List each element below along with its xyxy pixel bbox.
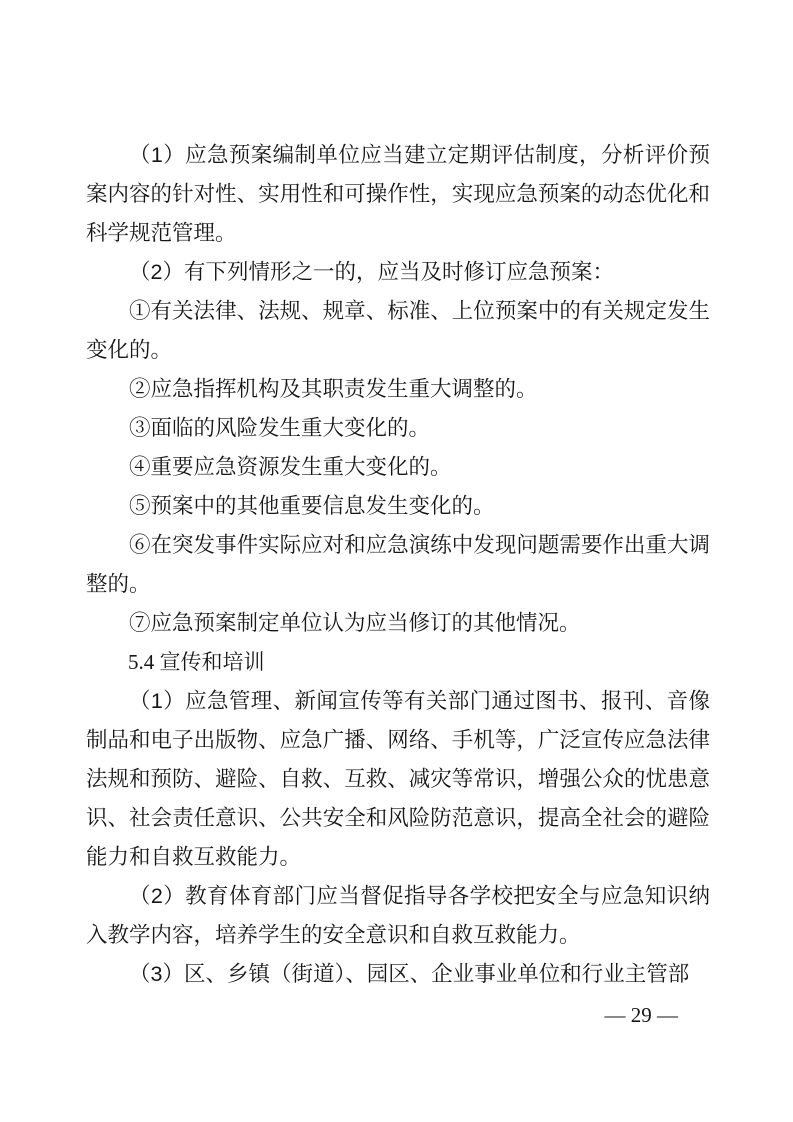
paragraph-revision-conditions-intro: （2）有下列情形之一的，应当及时修订应急预案： (129, 260, 614, 284)
list-item-4-resources-changed: ④重要应急资源发生重大变化的。 (129, 455, 452, 479)
list-item-5-other-info-changed: ⑤预案中的其他重要信息发生变化的。 (129, 494, 495, 518)
list-item-1-laws-changed: ①有关法律、法规、规章、标准、上位预案中的有关规定发生变化的。 (86, 299, 710, 362)
list-item-7-other-situations: ⑦应急预案制定单位认为应当修订的其他情况。 (129, 611, 581, 635)
section-heading-5-4-publicity-training: 5.4 宣传和培训 (128, 650, 265, 674)
page-number: — 29 — (604, 1003, 678, 1027)
list-item-2-command-structure-changed: ②应急指挥机构及其职责发生重大调整的。 (129, 377, 538, 401)
paragraph-publicity-departments: （1）应急管理、新闻宣传等有关部门通过图书、报刊、音像制品和电子出版物、应急广播、网络、手机等，广泛宣传应急法律法规和预防、避险、自救、互救、减灾等常识，增强公众的忧患意识、社会责任意识、公共安全和风险防范意识，提高全社会的避险能力和自救互救能力。 (86, 689, 710, 869)
list-item-3-risk-changed: ③面临的风险发生重大变化的。 (129, 416, 431, 440)
list-item-6-drill-issues: ⑥在突发事件实际应对和应急演练中发现问题需要作出重大调整的。 (86, 533, 710, 596)
paragraph-evaluation-system: （1）应急预案编制单位应当建立定期评估制度，分析评价预案内容的针对性、实用性和可操作性，实现应急预案的动态优化和科学规范管理。 (86, 143, 710, 245)
paragraph-districts-units: （3）区、乡镇（街道）、园区、企业事业单位和行业主管部 (129, 962, 690, 986)
paragraph-education-departments: （2）教育体育部门应当督促指导各学校把安全与应急知识纳入教学内容，培养学生的安全意识和自救互救能力。 (86, 884, 710, 947)
page-body (86, 136, 710, 994)
